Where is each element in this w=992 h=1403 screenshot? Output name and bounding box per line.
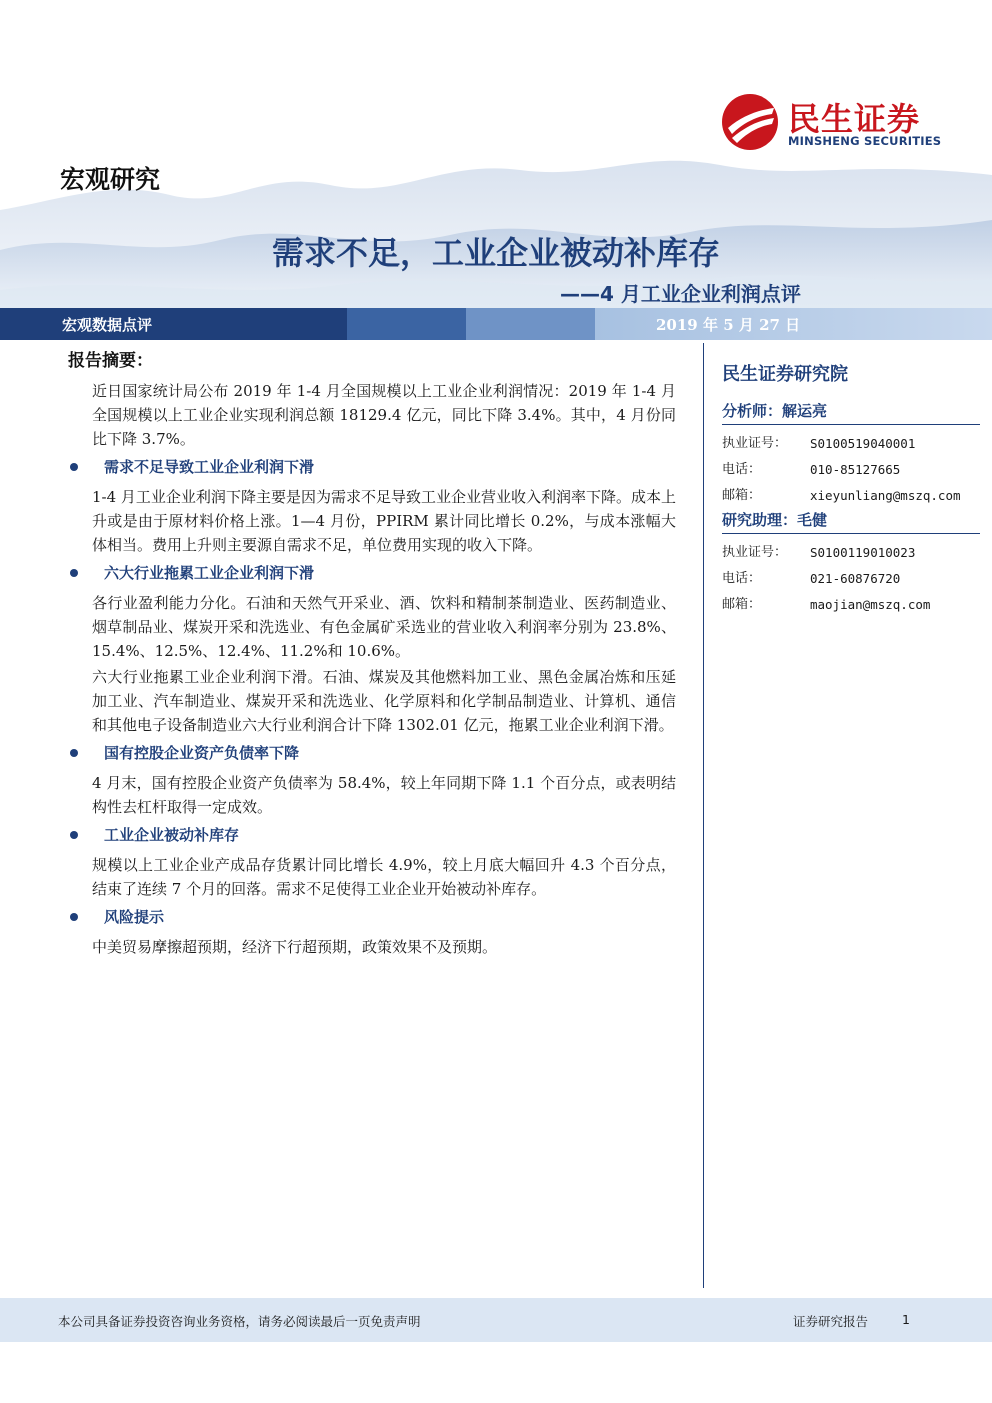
author-sidebar xyxy=(722,360,980,618)
brand-name-cn: 民生证券 xyxy=(788,100,921,138)
section-heading xyxy=(104,823,680,847)
bullet-icon xyxy=(70,913,78,921)
section-paragraph: 六大行业拖累工业企业利润下滑。石油、煤炭及其他燃料加工业、黑色金属冶炼和压延加工业、汽车制造业、煤炭开采和洗选业、化学原料和化学制品制造业、计算机、通信和其他电子设备制造业六大行业利润合计下降 1302.01 亿元，拖累工业企业利润下滑。 xyxy=(92,668,676,734)
brand-logo xyxy=(720,92,960,156)
report-abstract xyxy=(60,346,680,961)
phone-value: 010-85127665 xyxy=(810,462,901,477)
minsheng-logo-icon xyxy=(720,92,780,152)
page-number: 1 xyxy=(902,1312,910,1327)
analyst-phone-row xyxy=(722,457,980,483)
assistant-license-row xyxy=(722,540,980,566)
report-title: 需求不足，工业企业被动补库存 xyxy=(271,234,720,272)
section-heading xyxy=(104,905,680,929)
email-label: 邮箱： xyxy=(722,488,762,503)
license-value: S0100519040001 xyxy=(810,436,916,451)
assistant-phone-row xyxy=(722,566,980,592)
license-label: 执业证号： xyxy=(722,436,788,451)
report-category: 宏观研究 xyxy=(60,165,161,194)
email-link[interactable]: maojian@mszq.com xyxy=(810,597,931,612)
assistant-name: 研究助理：毛健 xyxy=(722,509,980,534)
abstract-heading: 报告摘要： xyxy=(68,351,153,371)
institute-name: 民生证券研究院 xyxy=(722,364,848,385)
section-heading xyxy=(104,741,680,765)
email-label: 邮箱： xyxy=(722,597,762,612)
column-divider xyxy=(703,343,704,1288)
analyst-email-row xyxy=(722,483,980,509)
phone-label: 电话： xyxy=(722,462,762,477)
analyst-name: 分析师：解运亮 xyxy=(722,400,980,425)
license-label: 执业证号： xyxy=(722,545,788,560)
bullet-icon xyxy=(70,749,78,757)
analyst-license-row xyxy=(722,431,980,457)
section-title: 需求不足导致工业企业利润下滑 xyxy=(104,458,315,476)
section-paragraph: 4 月末，国有控股企业资产负债率为 58.4%，较上年同期下降 1.1 个百分点，或表明结构性去杠杆取得一定成效。 xyxy=(92,774,676,816)
section-paragraph: 规模以上工业企业产成品存货累计同比增长 4.9%，较上月底大幅回升 4.3 个百分点，结束了连续 7 个月的回落。需求不足使得工业企业开始被动补库存。 xyxy=(92,856,676,898)
section-title: 风险提示 xyxy=(104,908,165,926)
section-paragraph: 各行业盈利能力分化。石油和天然气开采业、酒、饮料和精制茶制造业、医药制造业、烟草制品业、煤炭开采和洗选业、有色金属矿采选业的营业收入利润率分别为 23.8%、15.4%、12.5%、12.4%、11.2%和 10.6%。 xyxy=(92,594,676,660)
section-title: 国有控股企业资产负债率下降 xyxy=(104,744,300,762)
section-title: 工业企业被动补库存 xyxy=(104,826,240,844)
section-title: 六大行业拖累工业企业利润下滑 xyxy=(104,564,315,582)
report-date: 2019 年 5 月 27 日 xyxy=(656,316,801,334)
footer-report-type: 证券研究报告 xyxy=(793,1314,869,1329)
section-paragraph: 1-4 月工业企业利润下降主要是因为需求不足导致工业企业营业收入利润率下降。成本上升或是由于原材料价格上涨。1—4 月份，PPIRM 累计同比增长 0.2%，与成本涨幅大体相当。费用上升则主要源自需求不足，单位费用实现的收入下降。 xyxy=(92,488,676,554)
section-paragraph: 中美贸易摩擦超预期，经济下行超预期，政策效果不及预期。 xyxy=(92,938,498,956)
bullet-icon xyxy=(70,831,78,839)
section-heading xyxy=(104,561,680,585)
bullet-icon xyxy=(70,463,78,471)
bullet-icon xyxy=(70,569,78,577)
brand-name-en: MINSHENG SECURITIES xyxy=(788,134,942,148)
report-type-label: 宏观数据点评 xyxy=(62,316,153,334)
footer-disclaimer: 本公司具备证券投资咨询业务资格，请务必阅读最后一页免责声明 xyxy=(58,1314,421,1329)
abstract-intro: 近日国家统计局公布 2019 年 1-4 月全国规模以上工业企业利润情况：2019 年 1-4 月全国规模以上工业企业实现利润总额 18129.4 亿元，同比下降 3.4%。其中，4 月份同比下降 3.7%。 xyxy=(92,382,676,448)
section-heading xyxy=(104,455,680,479)
license-value: S0100119010023 xyxy=(810,545,916,560)
phone-label: 电话： xyxy=(722,571,762,586)
phone-value: 021-60876720 xyxy=(810,571,901,586)
report-subtitle: ——4 月工业企业利润点评 xyxy=(560,282,801,306)
email-link[interactable]: xieyunliang@mszq.com xyxy=(810,488,961,503)
assistant-email-row xyxy=(722,592,980,618)
